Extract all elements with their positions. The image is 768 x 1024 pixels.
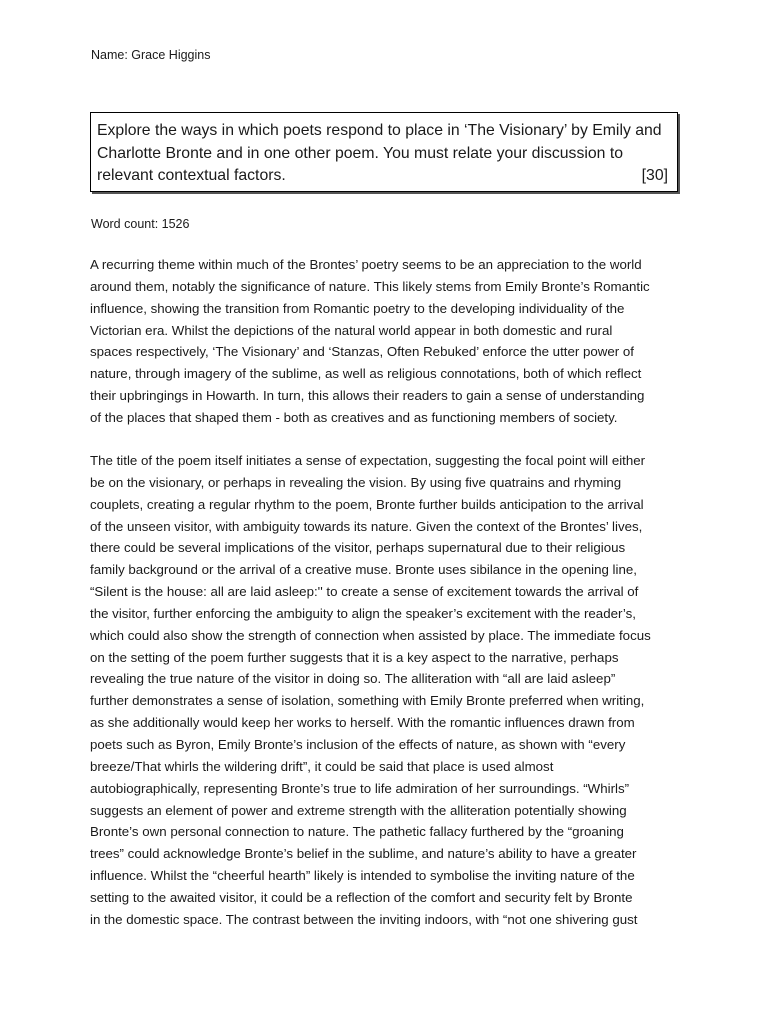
paragraph-line: which could also show the strength of connection when assisted by place. The immediate focus <box>90 627 651 643</box>
paragraph-line: the visitor, further enforcing the ambiguity to align the speaker’s excitement with the reader’s, <box>90 605 636 621</box>
paragraph-line: their upbringings in Howarth. In turn, this allows their readers to gain a sense of understanding <box>90 388 645 404</box>
paragraph-line: autobiographically, representing Bronte’s true to life admiration of her surroundings. “Whirls” <box>90 780 630 796</box>
paragraph-line: “Silent is the house: all are laid asleep:'' to create a sense of excitement towards the arrival of <box>90 584 639 600</box>
paragraph-introduction <box>90 254 690 429</box>
paragraph-line: in the domestic space. The contrast between the inviting indoors, with “not one shivering gust <box>90 911 638 927</box>
paragraph-line: suggests an element of power and extreme strength with the alliteration potentially showing <box>90 802 627 818</box>
essay-question-box <box>90 112 678 192</box>
paragraph-line: setting to the awaited visitor, it could be a reflection of the comfort and security felt by Bronte <box>90 889 633 905</box>
paragraph-line: around them, notably the significance of nature. This likely stems from Emily Bronte’s Romantic <box>90 278 650 294</box>
paragraph-line: revealing the true nature of the visitor in doing so. The alliteration with “all are laid asleep” <box>90 671 616 687</box>
paragraph-line: further demonstrates a sense of isolation, something with Emily Bronte preferred when writing, <box>90 693 645 709</box>
paragraph-line: nature, through imagery of the sublime, as well as religious connotations, both of which reflect <box>90 366 642 382</box>
paragraph-analysis <box>90 450 690 931</box>
paragraph-line: on the setting of the poem further suggests that it is a key aspect to the narrative, perhaps <box>90 649 619 665</box>
paragraph-line: family background or the arrival of a creative muse. Bronte uses sibilance in the opening line, <box>90 562 637 578</box>
question-line-last <box>97 165 670 188</box>
paragraph-line: there could be several implications of the visitor, perhaps supernatural due to their religious <box>90 540 626 556</box>
paragraph-line: poets such as Byron, Emily Bronte’s inclusion of the effects of nature, as shown with “every <box>90 736 626 752</box>
paragraph-line: Bronte’s own personal connection to nature. The pathetic fallacy furthered by the “groaning <box>90 824 624 840</box>
paragraph-line: Victorian era. Whilst the depictions of the natural world appear in both domestic and rural <box>90 322 613 338</box>
paragraph-line: as she additionally would keep her works to herself. With the romantic influences drawn from <box>90 715 635 731</box>
paragraph-line: The title of the poem itself initiates a sense of expectation, suggesting the focal point will either <box>90 453 646 468</box>
question-marks: [30] <box>641 167 668 184</box>
paragraph-line: A recurring theme within much of the Brontes’ poetry seems to be an appreciation to the world <box>90 257 642 272</box>
paragraph-line: of the places that shaped them - both as creatives and as functioning members of society. <box>90 409 618 425</box>
question-line: Charlotte Bronte and in one other poem. You must relate your discussion to <box>97 144 624 162</box>
question-line-text: relevant contextual factors. <box>97 167 286 184</box>
paragraph-line: breeze/That whirls the wildering drift”, it could be said that place is used almost <box>90 758 554 774</box>
paragraph-line: of the unseen visitor, with ambiguity towards its nature. Given the context of the Brontes’ lives, <box>90 518 643 534</box>
paragraph-line: be on the visionary, or perhaps in revealing the vision. By using five quatrains and rhyming <box>90 474 622 490</box>
paragraph-line: spaces respectively, ‘The Visionary’ and ‘Stanzas, Often Rebuked’ enforce the utter power of <box>90 344 634 360</box>
paragraph-line: trees” could acknowledge Bronte’s belief in the sublime, and nature’s ability to have a greater <box>90 846 637 862</box>
paragraph-line: couplets, creating a regular rhythm to the poem, Bronte further builds anticipation to the arrival <box>90 496 644 512</box>
paragraph-line: influence, showing the transition from Romantic poetry to the developing individuality of the <box>90 300 625 316</box>
question-line: Explore the ways in which poets respond to place in ‘The Visionary’ by Emily and <box>97 122 662 139</box>
word-count: Word count: 1526 <box>91 217 190 231</box>
paragraph-line: influence. Whilst the “cheerful hearth” likely is intended to symbolise the inviting nature of the <box>90 868 635 884</box>
student-name: Name: Grace Higgins <box>91 48 211 62</box>
